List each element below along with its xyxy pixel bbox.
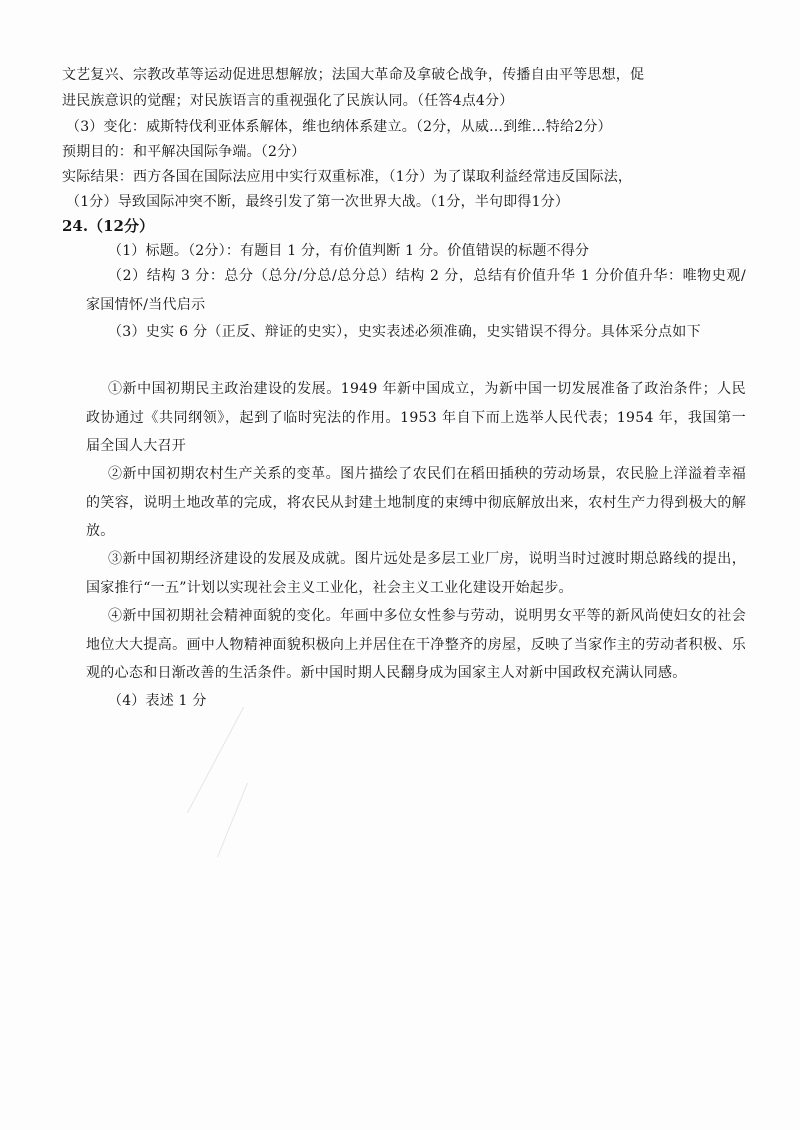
q24-point-4: ④新中国初期社会精神面貌的变化。年画中多位女性参与劳动，说明男女平等的新风尚使妇女的社会地位大大提高。画中人物精神面貌积极向上并居住在干净整齐的房屋，反映了当家作主的劳动者积极、乐观的心态和日渐改善的生活条件。新中国时期人民翻身成为国家主人对新中国政权充满认同感。 bbox=[86, 608, 746, 681]
q24-item-3: （3）史实 6 分（正反、辩证的史实），史实表述必须准确，史实错误不得分。具体采分点如下 bbox=[108, 324, 701, 340]
q24-point-3: ③新中国初期经济建设的发展及成就。图片远处是多层工业厂房，说明当时过渡时期总路线的提出，国家推行“一五”计划以实现社会主义工业化，社会主义工业化建设开始起步。 bbox=[86, 551, 746, 596]
q24-point-2: ②新中国初期农村生产关系的变革。图片描绘了农民们在稻田插秧的劳动场景，农民脸上洋溢着幸福的笑容，说明土地改革的完成，将农民从封建土地制度的束缚中彻底解放出来，农村生产力得到极大的解放。 bbox=[86, 466, 746, 539]
q24-item-2: （2）结构 3 分：总分（总分/分总/总分总）结构 2 分，总结有价值升华 1 分价值升华：唯物史观/家国情怀/当代启示 bbox=[86, 268, 746, 313]
q24-item-4: （4）表述 1 分 bbox=[108, 693, 207, 709]
top-line-1: 文艺复兴、宗教改革等运动促进思想解放；法国大革命及拿破仑战争，传播自由平等思想，促 bbox=[62, 67, 645, 83]
top-line-4: 预期目的：和平解决国际争端。（2分） bbox=[62, 144, 306, 160]
scan-artifact-line bbox=[217, 783, 248, 858]
question-24-heading: 24.（12分） bbox=[62, 217, 154, 235]
scan-artifact-line bbox=[187, 707, 244, 813]
top-line-5: 实际结果：西方各国在国际法应用中实行双重标准，（1分）为了谋取利益经常违反国际法， bbox=[62, 169, 633, 185]
q24-item-1: （1）标题。（2分）：有题目 1 分，有价值判断 1 分。价值错误的标题不得分 bbox=[108, 243, 590, 259]
top-line-2: 进民族意识的觉醒；对民族语言的重视强化了民族认同。（任答4点4分） bbox=[62, 93, 514, 109]
top-line-6: （1分）导致国际冲突不断，最终引发了第一次世界大战。（1分，半句即得1分） bbox=[66, 194, 570, 210]
q24-point-1: ①新中国初期民主政治建设的发展。1949 年新中国成立，为新中国一切发展准备了政治条件；人民政协通过《共同纲领》，起到了临时宪法的作用。1953 年自下而上选举人民代表；1954 年，我国第一届全国人大召开 bbox=[86, 381, 746, 454]
top-line-3: （3）变化：威斯特伐利亚体系解体，维也纳体系建立。（2分，从威…到维…特给2分） bbox=[66, 119, 612, 135]
